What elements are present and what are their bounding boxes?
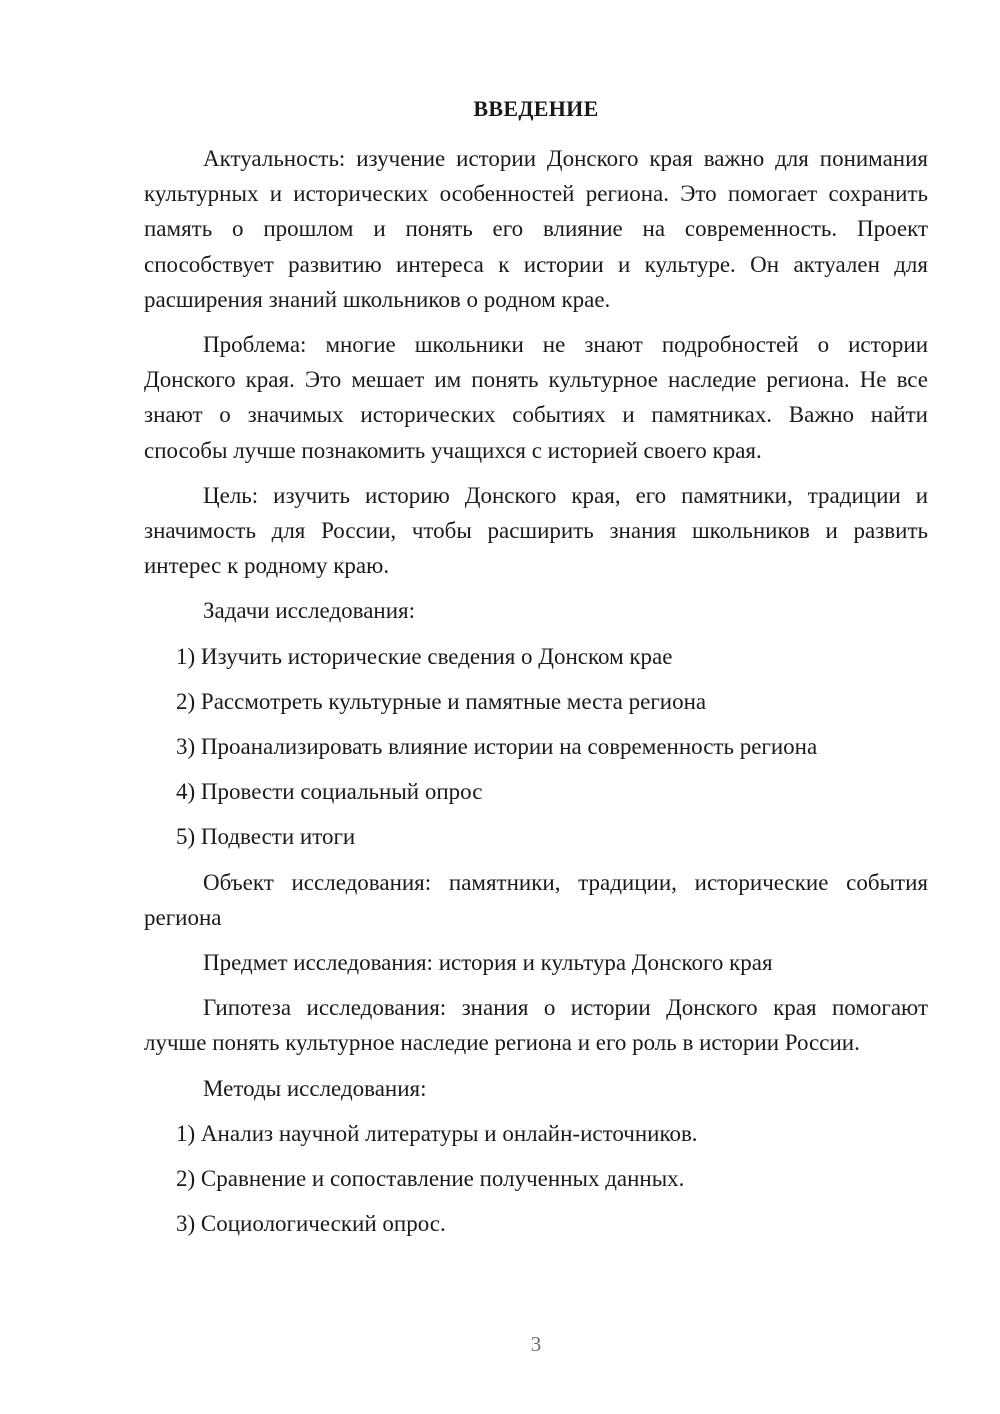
page-number: 3 [530, 1332, 542, 1356]
tasks-title: Задачи исследования: [203, 598, 416, 624]
hypothesis-paragraph: Гипотеза исследования: знания о истории Донского края помогают лучше понять культурное наследие региона и его роль в истории России. [144, 995, 928, 1056]
methods-title: Методы исследования: [203, 1075, 427, 1101]
task-item: 3) Проанализировать влияние истории на современность региона [176, 734, 818, 760]
problem-paragraph: Проблема: многие школьники не знают подробностей о истории Донского края. Это мешает им понять культурное наследие региона. Не все знают о значимых исторических событиях и памятниках. Важно найти способы лучше познакомить учащихся с историей своего края. [144, 332, 928, 463]
subject-paragraph: Предмет исследования: история и культура Донского края [203, 950, 773, 976]
relevance-paragraph: Актуальность: изучение истории Донского края важно для понимания культурных и исторических особенностей региона. Это помогает сохранить память о прошлом и понять его влияние на современность. Проект способствует развитию интереса к истории и культуре. Он актуален для расширения знаний школьников о родном крае. [144, 146, 928, 312]
page-body [144, 141, 928, 1251]
task-item: 1) Изучить исторические сведения о Донском крае [176, 643, 673, 669]
object-paragraph: Объект исследования: памятники, традиции, исторические события региона [144, 869, 928, 930]
method-item: 3) Социологический опрос. [176, 1211, 446, 1237]
task-item: 2) Рассмотреть культурные и памятные места региона [176, 688, 707, 714]
task-item: 4) Провести социальный опрос [176, 779, 483, 805]
method-item: 2) Сравнение и сопоставление полученных данных. [176, 1166, 685, 1192]
section-heading: ВВЕДЕНИЕ [473, 96, 599, 121]
goal-paragraph: Цель: изучить историю Донского края, его памятники, традиции и значимость для России, чтобы расширить знания школьников и развить интерес к родному краю. [144, 482, 928, 579]
task-item: 5) Подвести итоги [176, 824, 356, 850]
method-item: 1) Анализ научной литературы и онлайн-источников. [176, 1120, 698, 1146]
